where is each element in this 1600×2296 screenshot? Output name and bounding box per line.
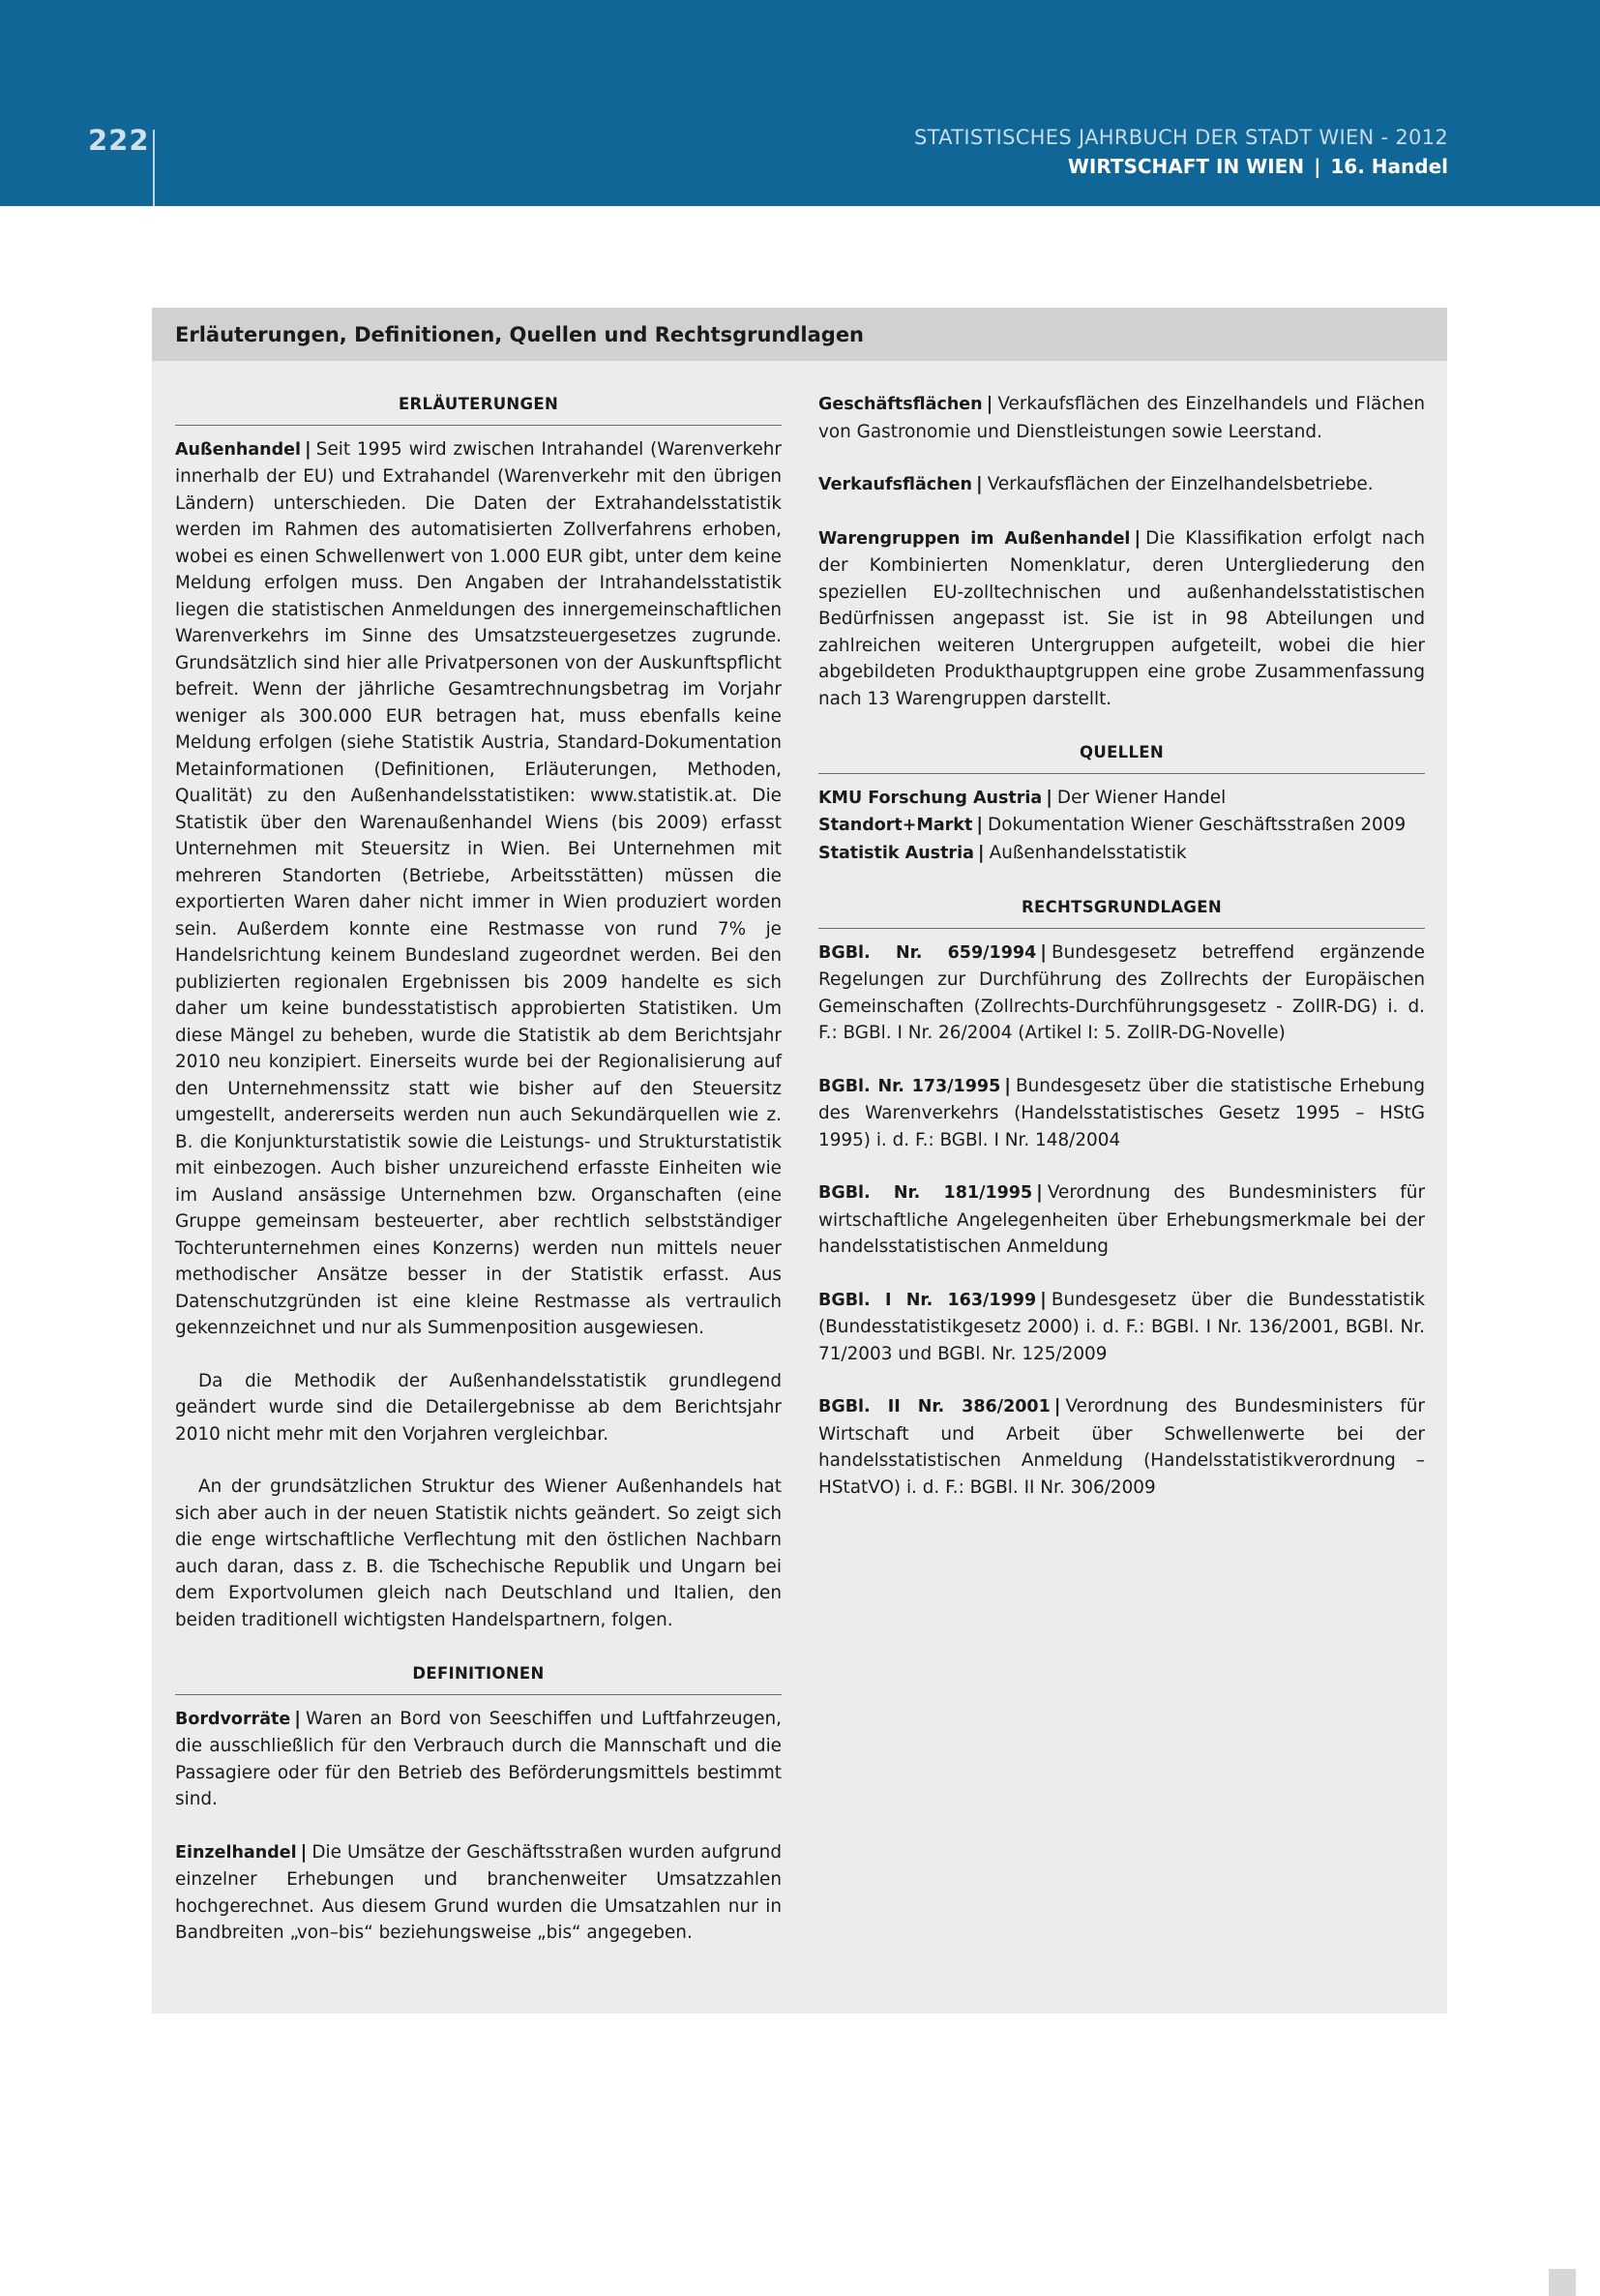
publication-title: STATISTISCHES JAHRBUCH DER STADT WIEN - 2012 xyxy=(914,126,1448,149)
term-separator: | xyxy=(1134,527,1141,549)
legal-label: BGBl. Nr. 173/1995 xyxy=(818,1076,1001,1096)
term-label: Einzelhandel xyxy=(175,1842,297,1863)
legal-item xyxy=(818,939,1425,1047)
source-text: Dokumentation Wiener Geschäftsstraßen 2009 xyxy=(988,815,1407,835)
running-head xyxy=(914,126,1448,178)
source-item xyxy=(818,840,1425,868)
section-heading-quellen: QUELLEN xyxy=(818,739,1425,774)
term-text: Waren an Bord von Seeschiffen und Luftfahrzeugen, die ausschließlich für den Verbrauch durch die Mannschaft und die Passagiere oder für den Betrieb des Beförderungsmittels bestimmt sind. xyxy=(175,1708,782,1809)
term-text: Seit 1995 wird zwischen Intrahandel (Warenverkehr innerhalb der EU) und Extrahandel (Warenverkehr mit den übrigen Ländern) unterschieden. Die Daten der Extrahandelsstatistik werden im Rahmen des automatisierten Zollverfahrens erhoben, wobei es einen Schwellenwert von 1.000 EUR gibt, unter dem keine Meldung erfolgen muss. Den Angaben der Intrahandelsstatistik liegen die statistischen Anmeldungen des innergemeinschaftlichen Warenverkehrs im Sinne des Umsatzsteuergesetzes zugrunde. Grundsätzlich sind hier alle Privatpersonen von der Auskunftspflicht befreit. Wenn der jährliche Gesamtrechnungsbetrag im Vorjahr weniger als 300.000 EUR betragen hat, muss ebenfalls keine Meldung erfolgen (siehe Statistik Austria, Standard-Dokumentation Metainformationen (Definitionen, Erläuterungen, Methoden, Qualität) zu den Außenhandelsstatistiken: www.statistik.at. Die Statistik über den Warenaußenhandel Wiens (bis 2009) erfasst Unternehmen mit Steuersitz in Wien. Bei Unternehmen mit mehreren Standorten (Betriebe, Arbeitsstätten) müssen die exportierten Waren daher nicht immer in Wien produziert worden sein. Außerdem konnte eine Restmasse von rund 7% je Handelsrichtung keinem Bundesland zugeordnet werden. Bei den publizierten regionalen Ergebnissen bis 2009 handelte es sich daher um keine bundesstatistisch approbierten Statistiken. Um diese Mängel zu beheben, wurde die Statistik ab dem Berichtsjahr 2010 neu konzipiert. Einerseits wurde bei der Regionalisierung auf den Unternehmenssitz statt wie bisher auf den Steuersitz umgestellt, andererseits werden nun auch Sekundärquellen wie z. B. die Konjunkturstatistik sowie die Leistungs- und Strukturstatistik mit einbezogen. Auch bisher unzureichend erfasste Einheiten wie im Ausland ansässige Unternehmen bzw. Organschaften (eine Gruppe gemeinsam besteuerter, aber rechtlich selbstständiger Tochterunternehmen eines Konzerns) werden nun mittels neuer methodischer Ansätze besser in der Statistik erfasst. Aus Datenschutzgründen ist eine kleine Restmasse als vertraulich gekennzeichnet und nur als Summenposition ausgewiesen. xyxy=(175,438,782,1338)
term-label: Außenhandel xyxy=(175,439,302,460)
definition-bordvorraete xyxy=(175,1706,782,1813)
term-separator: | xyxy=(976,815,984,835)
legal-item xyxy=(818,1393,1425,1501)
legal-item xyxy=(818,1287,1425,1368)
term-separator: | xyxy=(300,1841,308,1863)
left-column xyxy=(175,391,782,1947)
term-separator: | xyxy=(975,474,983,494)
legal-text: Verordnung des Bundesministers für Wirtschaft und Arbeit über Schwellenwerte bei der handelsstatistischen Anmeldung (Handelsstatistikverordnung – HStatVO) i. d. F.: BGBl. II Nr. 306/2009 xyxy=(818,1396,1425,1498)
term-separator: | xyxy=(294,1708,301,1729)
info-panel xyxy=(152,308,1447,2013)
section-line xyxy=(914,155,1448,178)
definition-verkaufsflaechen xyxy=(818,471,1425,499)
legal-item xyxy=(818,1073,1425,1154)
definition-einzelhandel xyxy=(175,1839,782,1947)
source-text: Der Wiener Handel xyxy=(1056,787,1227,808)
term-separator: | xyxy=(305,438,311,460)
page-number: 222 xyxy=(88,124,150,157)
term-text: Verkaufsflächen der Einzelhandelsbetriebe. xyxy=(987,474,1374,494)
source-item xyxy=(818,812,1425,840)
term-text: Die Umsätze der Geschäftsstraßen wurden aufgrund einzelner Erhebungen und branchenweiter Umsatzzahlen hochgerechnet. Aus diesem Grund wurden die Umsatzahlen nur in Bandbreiten „von–bis“ beziehungsweise „bis“ angegeben. xyxy=(175,1841,782,1943)
source-label: Statistik Austria xyxy=(818,843,974,863)
paragraph-struktur: An der grundsätzlichen Struktur des Wiener Außenhandels hat sich aber auch in der neuen Statistik nichts geändert. So zeigt sich die enge wirtschaftliche Verflechtung mit den östlichen Nachbarn auch daran, dass z. B. die Tschechische Republik und Ungarn bei dem Exportvolumen gleich nach Deutschland und Italien, den beiden traditionell wichtigsten Handelspartnern, folgen. xyxy=(175,1476,782,1630)
chapter-name: 16. Handel xyxy=(1330,155,1448,178)
source-text: Außenhandelsstatistik xyxy=(989,842,1187,863)
paragraph-aussenhandel xyxy=(175,436,782,1342)
page-header xyxy=(0,0,1600,206)
legal-text: Bundesgesetz über die Bundesstatistik (Bundesstatistikgesetz 2000) i. d. F.: BGBl. I Nr. 136/2001, BGBl. Nr. 71/2003 und BGBl. Nr. 125/2009 xyxy=(818,1289,1425,1364)
section-name: WIRTSCHAFT IN WIEN xyxy=(1067,155,1305,178)
source-item xyxy=(818,785,1425,813)
section-heading-definitionen: DEFINITIONEN xyxy=(175,1660,782,1695)
legal-text: Verordnung des Bundesministers für wirtschaftliche Angelegenheiten über Erhebungsmerkmale bei der handelsstatistischen Anmeldung xyxy=(818,1182,1426,1257)
legal-text: Bundesgesetz betreffend ergänzende Regelungen zur Durchführung des Zollrechts der Europäischen Gemeinschaften (Zollrechts-Durchführungsgesetz - ZollR-DG) i. d. F.: BGBl. I Nr. 26/2004 (Artikel I: 5. ZollR-DG-Novelle) xyxy=(818,941,1425,1043)
legal-label: BGBl. I Nr. 163/1999 xyxy=(818,1290,1037,1310)
section-separator: | xyxy=(1314,155,1321,178)
term-separator: | xyxy=(1046,787,1052,808)
panel-title: Erläuterungen, Definitionen, Quellen und Rechtsgrundlagen xyxy=(175,322,865,346)
term-label: Geschäftsflächen xyxy=(818,395,983,414)
term-label: Warengruppen im Außenhandel xyxy=(818,528,1131,549)
term-separator: | xyxy=(977,842,985,863)
term-label: Verkaufsflächen xyxy=(818,475,972,494)
header-divider xyxy=(153,130,155,206)
term-separator: | xyxy=(1036,1182,1043,1203)
corner-marker xyxy=(1549,2269,1576,2296)
term-separator: | xyxy=(1004,1075,1011,1096)
source-label: Standort+Markt xyxy=(818,816,973,835)
legal-label: BGBl. Nr. 659/1994 xyxy=(818,942,1037,963)
section-heading-rechtsgrundlagen: RECHTSGRUNDLAGEN xyxy=(818,894,1425,929)
definition-geschaeftsflaechen xyxy=(818,391,1425,445)
term-separator: | xyxy=(1040,1289,1047,1310)
section-heading-erlaeuterungen: ERLÄUTERUNGEN xyxy=(175,391,782,426)
panel-header xyxy=(152,308,1447,361)
term-label: Bordvorräte xyxy=(175,1709,291,1729)
legal-item xyxy=(818,1179,1425,1261)
definition-warengruppen xyxy=(818,525,1425,713)
term-text: Verkaufsflächen des Einzelhandels und Flächen von Gastronomie und Dienstleistungen sowie Leerstand. xyxy=(818,394,1425,442)
paragraph-methodik: Da die Methodik der Außenhandelsstatistik grundlegend geändert wurde sind die Detailergebnisse ab dem Berichtsjahr 2010 nicht mehr mit den Vorjahren vergleichbar. xyxy=(175,1370,782,1445)
right-column xyxy=(818,391,1425,1501)
source-label: KMU Forschung Austria xyxy=(818,788,1043,808)
term-separator: | xyxy=(986,394,993,414)
legal-label: BGBl. II Nr. 386/2001 xyxy=(818,1397,1051,1416)
term-text: Die Klassifikation erfolgt nach der Kombinierten Nomenklatur, deren Untergliederung den speziellen EU-zolltechnischen und außenhandelsstatistischen Bedürfnissen angepasst ist. Sie ist in 98 Abteilungen und zahlreichen weiteren Untergruppen aufgeteilt, wobei die hier abgebildeten Produkthauptgruppen eine grobe Zusammenfassung nach 13 Warengruppen darstellt. xyxy=(818,527,1425,709)
legal-text: Bundesgesetz über die statistische Erhebung des Warenverkehrs (Handelsstatistisches Gesetz 1995 – HStG 1995) i. d. F.: BGBl. I Nr. 148/2004 xyxy=(818,1075,1425,1150)
term-separator: | xyxy=(1040,941,1047,963)
legal-label: BGBl. Nr. 181/1995 xyxy=(818,1183,1033,1203)
term-separator: | xyxy=(1053,1396,1061,1416)
sources-list xyxy=(818,785,1425,868)
